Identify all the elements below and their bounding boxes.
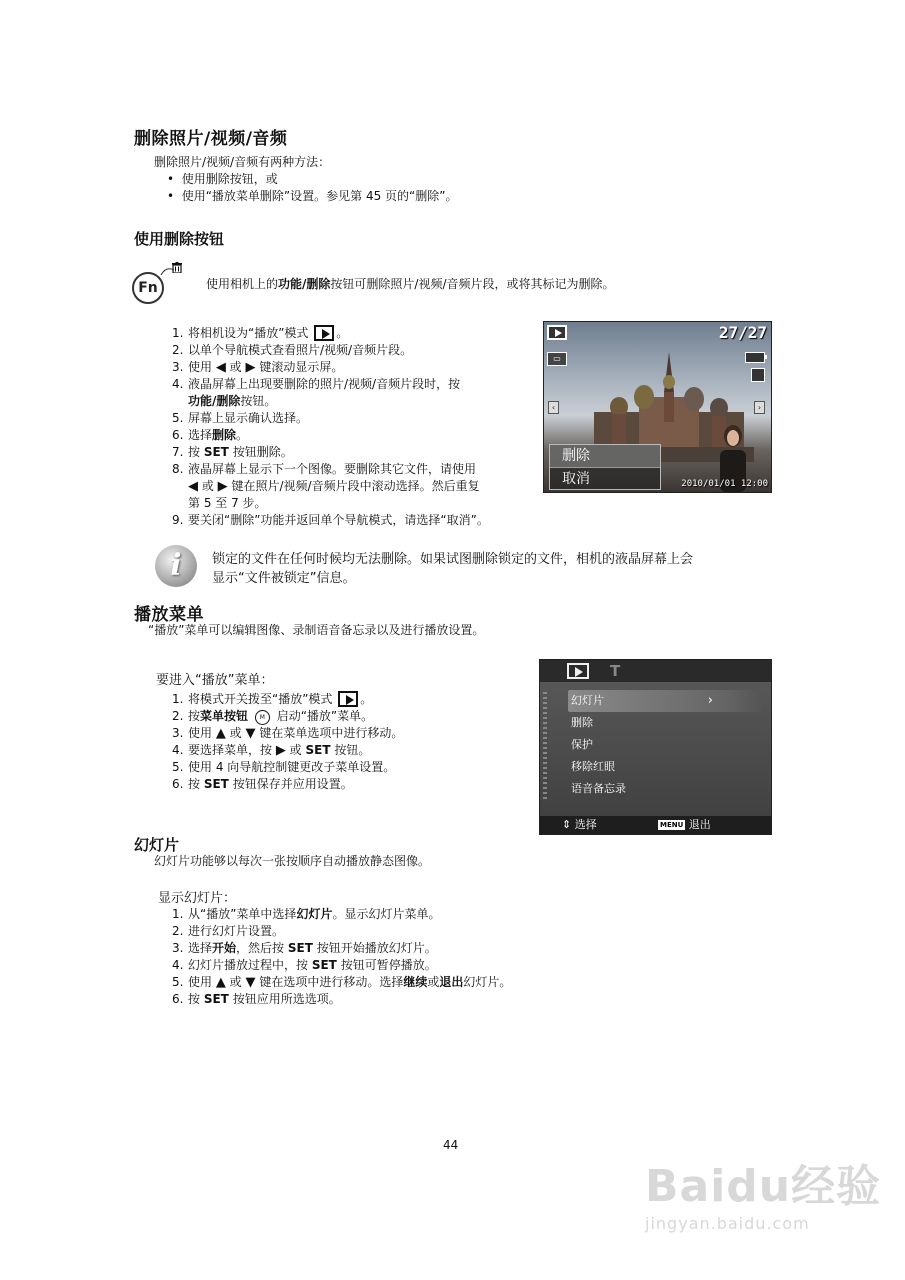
step-5: 5. 使用 ▲ 或 ▼ 键在选项中进行移动。选择继续或退出幻灯片。 <box>172 975 512 990</box>
fn-note: 使用相机上的功能/删除按钮可删除照片/视频/音频片段，或将其标记为删除。 <box>206 277 615 291</box>
down-arrow-icon: ▼ <box>245 726 256 741</box>
scroll-indicator <box>543 692 547 800</box>
step-4: 4. 幻灯片播放过程中，按 SET 按钮可暂停播放。 <box>172 958 437 972</box>
watermark <box>645 1150 881 1233</box>
camera-delete-screen <box>543 321 772 493</box>
chevron-right-icon: › <box>707 693 713 708</box>
menu-item-red-eye[interactable]: 移除红眼 <box>571 760 615 773</box>
image-size-icon: ▭ <box>547 352 567 366</box>
left-arrow-icon: ◀ <box>188 479 198 494</box>
step-2: 2. 按菜单按钮 M 启动“播放”菜单。 <box>172 709 374 723</box>
left-nav-icon: ‹ <box>548 401 559 414</box>
play-mode-icon <box>338 691 358 707</box>
section-title-slideshow: 幻灯片 <box>134 836 180 854</box>
timestamp: 2010/01/01 12:00 <box>681 479 768 489</box>
slideshow-steps <box>172 906 511 1008</box>
bullet-text: 使用删除按钮，或 <box>181 172 278 186</box>
menu-tabs <box>540 660 771 682</box>
menu-footer <box>540 816 771 834</box>
playback-intro: “播放”菜单可以编辑图像、录制语音备忘录以及进行播放设置。 <box>148 623 485 637</box>
menu-key-icon: MENU <box>660 821 684 829</box>
fn-button-icon: Fn <box>132 272 164 304</box>
step-5: 5. 屏幕上显示确认选择。 <box>172 411 309 425</box>
right-arrow-icon: ▶ <box>275 743 286 758</box>
watermark-brand: Baidu经验 <box>645 1161 882 1212</box>
connector-curve <box>160 266 176 276</box>
step-8: 8. 液晶屏幕上显示下一个图像。要删除其它文件，请使用 <box>172 462 477 476</box>
play-mode-icon <box>314 325 334 341</box>
playback-icon <box>547 325 567 340</box>
bullet-item: • 使用删除按钮，或 <box>167 172 278 186</box>
delete-intro: 删除照片/视频/音频有两种方法： <box>154 155 331 169</box>
delete-confirm-menu <box>549 444 661 490</box>
setup-tab-icon[interactable]: T <box>610 662 621 680</box>
step-3: 3. 使用 ▲ 或 ▼ 键在菜单选项中进行移动。 <box>172 726 404 741</box>
step-6: 6. 按 SET 按钮应用所选选项。 <box>172 992 341 1006</box>
watermark-url: jingyan.baidu.com <box>645 1214 810 1233</box>
step-6: 6. 选择删除。 <box>172 428 249 442</box>
step-1: 1. 从“播放”菜单中选择幻灯片。显示幻灯片菜单。 <box>172 907 441 921</box>
slideshow-intro: 幻灯片功能够以每次一张按顺序自动播放静态图像。 <box>154 854 431 868</box>
step-8-cont: ◀ 或 ▶ 键在照片/视频/音频片段中滚动选择。然后重复 <box>188 479 480 494</box>
left-arrow-icon: ◀ <box>215 360 226 375</box>
info-icon: i <box>155 545 197 587</box>
menu-item-protect[interactable]: 保护 <box>571 738 593 751</box>
up-arrow-icon: ▲ <box>215 726 226 741</box>
info-line: 锁定的文件在任何时候均无法删除。如果试图删除锁定的文件，相机的液晶屏幕上会 <box>212 552 694 567</box>
slideshow-show: 显示幻灯片： <box>158 891 237 906</box>
updown-icon: ⇕ <box>562 818 572 831</box>
info-line: 显示“文件被锁定”信息。 <box>212 571 356 586</box>
step-2: 2. 以单个导航模式查看照片/视频/音频片段。 <box>172 343 413 357</box>
step-3: 3. 选择开始，然后按 SET 按钮开始播放幻灯片。 <box>172 941 437 955</box>
playback-steps <box>172 691 403 793</box>
footer-select: ⇕ 选择 <box>562 818 597 831</box>
info-note <box>212 550 693 588</box>
step-4: 4. 要选择菜单，按 ▶ 或 SET 按钮。 <box>172 743 371 758</box>
playback-tab-icon[interactable] <box>567 663 589 679</box>
step-9: 9. 要关闭“删除”功能并返回单个导航模式，请选择“取消”。 <box>172 513 489 527</box>
menu-item-cancel[interactable]: 取消 <box>562 471 590 487</box>
section-title-delete: 删除照片/视频/音频 <box>134 129 288 149</box>
menu-item-delete[interactable]: 删除 <box>571 716 593 729</box>
step-3: 3. 使用 ◀ 或 ▶ 键滚动显示屏。 <box>172 360 344 375</box>
step-7: 7. 按 SET 按钮删除。 <box>172 445 293 459</box>
up-arrow-icon: ▲ <box>215 975 226 990</box>
playback-enter: 要进入“播放”菜单： <box>156 673 274 688</box>
page-number: 44 <box>443 1138 459 1152</box>
exit-icon <box>751 368 765 382</box>
right-arrow-icon: ▶ <box>245 360 256 375</box>
step-1: 1. 将相机设为“播放”模式 。 <box>172 326 349 340</box>
section-title-playback-menu: 播放菜单 <box>134 605 204 625</box>
delete-steps <box>172 325 489 529</box>
battery-icon <box>745 352 765 363</box>
right-arrow-icon: ▶ <box>217 479 228 494</box>
camera-playback-menu-screen <box>539 659 772 835</box>
step-4-cont: 功能/删除按钮。 <box>188 394 277 408</box>
down-arrow-icon: ▼ <box>245 975 256 990</box>
menu-item-slideshow[interactable]: 幻灯片 › <box>568 690 761 712</box>
step-5: 5. 使用 4 向导航控制键更改子菜单设置。 <box>172 760 396 774</box>
bullet-item: • 使用“播放菜单删除”设置。参见第 45 页的“删除”。 <box>167 189 458 203</box>
menu-item-delete[interactable]: 删除 <box>550 445 660 468</box>
bullet-text: 使用“播放菜单删除”设置。参见第 45 页的“删除”。 <box>181 189 458 203</box>
image-counter: 27/27 <box>718 323 767 342</box>
step-1: 1. 将模式开关拨至“播放”模式 。 <box>172 692 373 706</box>
right-nav-icon: › <box>754 401 765 414</box>
footer-exit: MENU 退出 <box>660 818 711 831</box>
step-8-cont2: 第 5 至 7 步。 <box>188 496 267 510</box>
menu-item-voice-memo[interactable]: 语音备忘录 <box>571 782 626 795</box>
step-6: 6. 按 SET 按钮保存并应用设置。 <box>172 777 353 791</box>
status-bar <box>544 322 771 344</box>
menu-button-icon: M <box>255 710 270 725</box>
step-2: 2. 进行幻灯片设置。 <box>172 924 285 938</box>
section-title-delete-button: 使用删除按钮 <box>134 230 225 248</box>
step-4: 4. 液晶屏幕上出现要删除的照片/视频/音频片段时，按 <box>172 377 461 391</box>
